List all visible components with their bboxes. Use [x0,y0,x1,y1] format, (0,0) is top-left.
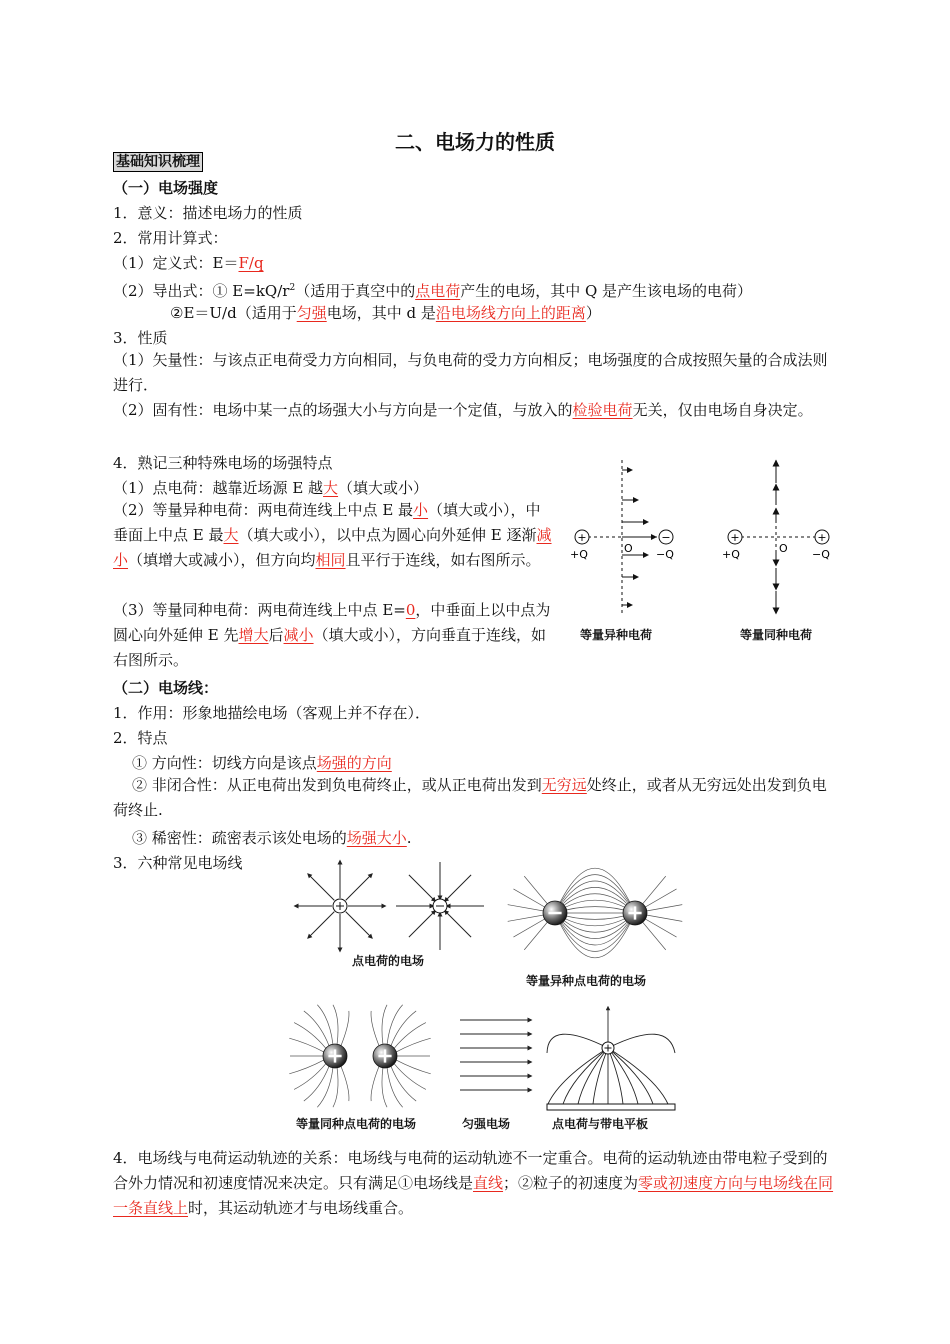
label-minus-q-2: −Q [812,548,830,561]
derived-formula-1 [113,278,752,301]
uniform-field [460,1020,530,1090]
intrinsic-property [113,398,839,423]
page-title: 二、电场力的性质 [395,130,555,154]
label-plus-q: +Q [570,548,588,561]
pc-text: （1）点电荷：越靠近场源 E 越 [113,479,324,497]
answer-small: 小 [413,501,429,519]
label-minus-q: −Q [656,548,674,561]
traj-text-a: 4．电场线与电荷运动轨迹的关系：电场线与电荷的运动轨迹不一定重合。电荷的运动轨迹由带电粒子受到的合外力情况和初速度情况来决定。只有满足①电场线是 [113,1149,828,1192]
point-charge-fields [296,862,484,950]
caption-plate: 点电荷与带电平板 [552,1117,649,1131]
like-pair-fields [289,1005,430,1107]
answer-increase: 增大 [238,626,269,644]
direction-feature [132,753,392,773]
answer-f-over-q: F/q [238,254,264,272]
plus-sign-2: + [730,531,740,544]
definition-formula [113,253,264,273]
six-fields-heading: 3．六种常见电场线 [113,854,243,872]
answer-decrease-2: 减小 [283,626,314,644]
label-o-right: O [779,542,788,555]
traj-text-e: 时，其运动轨迹才与电场线重合。 [188,1199,414,1217]
caption-like-pair: 等量同种点电荷的电场 [296,1117,417,1131]
vector-property: （1）矢量性：与该点正电荷受力方向相同，与负电荷的受力方向相反；电场强度的合成按照矢量的合成法则进行． [113,351,828,394]
minus-sign: − [661,531,671,544]
meaning-line: 1．意义：描述电场力的性质 [113,204,303,222]
exponent: 2 [289,283,296,293]
op-text-g: （填增大或减小），但方向均 [128,551,316,569]
heading-field-strength: （一）电场强度 [113,179,219,197]
t3-end: . [406,829,412,847]
caption-like: 等量同种电荷 [740,628,813,642]
derived-formula-2 [170,303,601,323]
derived2-text: 电场，其中 d 是 [326,304,436,322]
answer-uniform: 匀强 [296,304,327,322]
answer-initial-velocity: 零或初速度方向与电场线在同一条直线上 [113,1174,834,1217]
answer-field-direction: 场强的方向 [316,754,392,772]
answer-test-charge: 检验电荷 [572,401,633,419]
field-lines-figure [285,858,695,1138]
caption-point: 点电荷的电场 [352,954,425,968]
t2-text: ② 非闭合性：从正电荷出发到负电荷终止，或从正电荷出发到 [132,776,542,794]
sm-text-e: 后 [268,626,284,644]
op-text-c: （填大或小），中垂面上中点 E 最 [113,501,541,544]
pc-end: （填大或小） [338,479,429,497]
special-fields-heading: 4．熟记三种特殊电场的场强特点 [113,454,333,472]
answer-large: 大 [323,479,339,497]
t2-end: 处终止，或者从无穷远处出发到负电荷终止. [113,776,827,819]
op-text-e: （填大或小），以中点为圆心向外延伸 E 逐渐 [238,526,537,544]
charge-plate-field [547,1008,675,1110]
derived2-close: ） [585,304,601,322]
equal-charges-figure [560,455,850,650]
sm-text-c: ，中垂面上以中点为圆心向外延伸 E 先 [113,601,551,644]
sm-text-g: （填大或小），方向垂直于连线，如右图所示。 [113,626,547,669]
derived2-label: ②E＝U/d（适用于 [170,304,297,322]
answer-point-charge: 点电荷 [415,282,461,300]
caption-opposite-pair: 等量异种点电荷的电场 [526,974,647,988]
answer-straight-line: 直线 [473,1174,504,1192]
section-badge: 基础知识梳理 [113,152,203,172]
answer-infinity: 无穷远 [541,776,587,794]
plus-sign: + [577,531,587,544]
op-text-a: （2）等量异种电荷：两电荷连线上中点 E 最 [113,501,414,519]
answer-large-2: 大 [223,526,239,544]
like-charges-diagram [722,460,830,615]
derived-text: （适用于真空中的 [295,282,416,300]
answer-distance: 沿电场线方向上的距离 [435,304,586,322]
like-charges-item [113,598,553,673]
properties-heading: 3．性质 [113,329,168,347]
caption-opposite: 等量异种电荷 [580,628,653,642]
heading-field-lines: （二）电场线： [113,679,219,697]
traj-text-c: ；②粒子的初速度为 [503,1174,639,1192]
density-feature [132,828,412,848]
t3-text: ③ 稀密性：疏密表示该处电场的 [132,829,347,847]
definition-label: （1）定义式：E＝ [113,254,239,272]
purpose-line: 1．作用：形象地描绘电场（客观上并不存在）． [113,704,431,722]
caption-uniform: 匀强电场 [462,1117,511,1131]
op-text-i: 且平行于连线，如右图所示。 [345,551,541,569]
answer-decrease: 减小 [113,526,552,569]
intrinsic-text: （2）固有性：电场中某一点的场强大小与方向是一个定值，与放入的 [113,401,573,419]
label-plus-q-2: +Q [722,548,740,561]
answer-field-magnitude: 场强大小 [346,829,407,847]
formula-heading: 2．常用计算式： [113,229,228,247]
opposite-pair-fields [508,868,683,958]
trajectory-paragraph [113,1146,839,1221]
intrinsic-end: 无关，仅由电场自身决定。 [632,401,813,419]
t1-text: ① 方向性：切线方向是该点 [132,754,317,772]
open-line-feature [113,773,839,823]
sm-text-a: （3）等量同种电荷：两电荷连线上中点 E= [113,601,406,619]
derived-text-end: 产生的电场，其中 Q 是产生该电场的电荷） [460,282,753,300]
answer-same: 相同 [315,551,346,569]
label-o-left: O [624,542,633,555]
plus-sign-3: + [817,531,827,544]
features-heading: 2．特点 [113,729,168,747]
opposite-charges-item [113,498,553,573]
opposite-charges-diagram [570,460,674,615]
answer-zero: 0 [405,601,416,619]
derived-label: （2）导出式：① E=kQ/r [113,282,290,300]
point-charge-item [113,478,428,498]
